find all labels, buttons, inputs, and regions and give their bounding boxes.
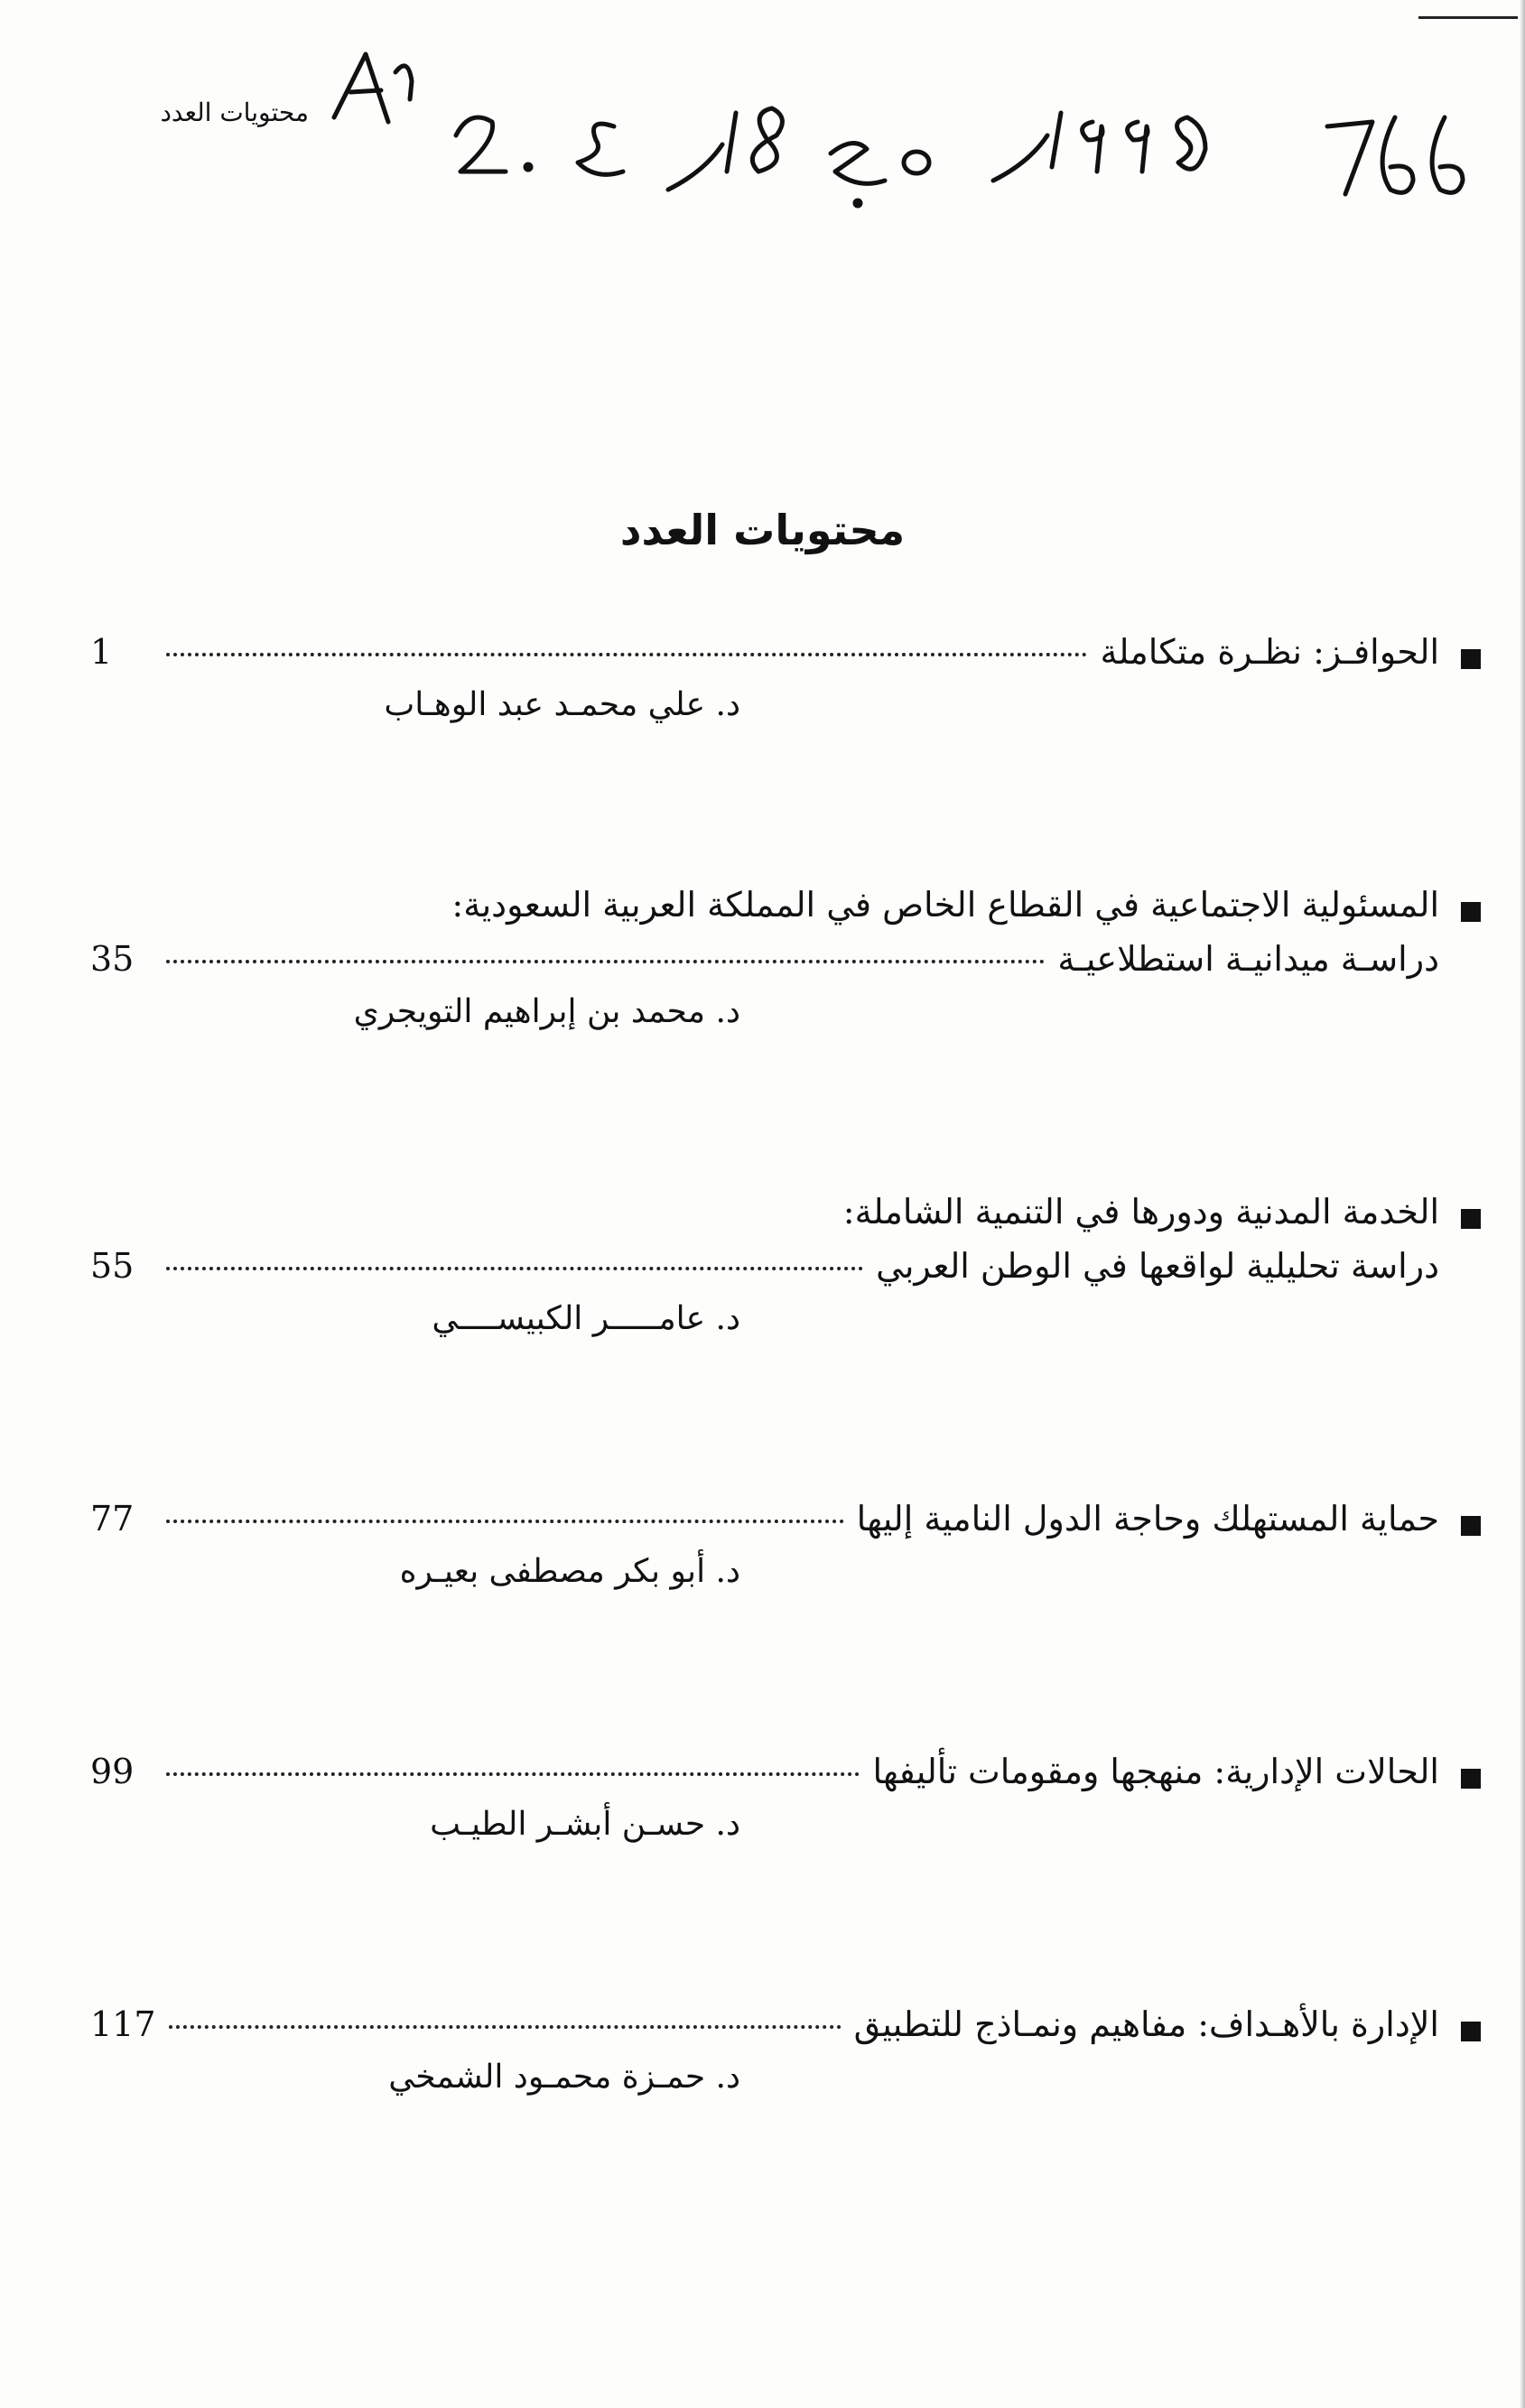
toc-page-number: 55 (90, 1246, 135, 1286)
toc-entry (90, 632, 1481, 740)
toc-title-line (90, 1499, 1481, 1553)
toc-page-number: 1 (90, 632, 113, 672)
toc-title-line (90, 885, 1481, 939)
square-bullet-icon (1461, 1769, 1481, 1789)
square-bullet-icon (1461, 1209, 1481, 1229)
toc-title: الحالات الإدارية: منهجها ومقومات تأليفها (872, 1752, 1439, 1791)
scan-artifact-line (1418, 16, 1518, 19)
entry-spacer (90, 1607, 1481, 1752)
toc-author: د. حمـزة محمـود الشمخي (388, 2059, 740, 2096)
dot-leader (166, 653, 1087, 656)
square-bullet-icon (1461, 2022, 1481, 2041)
table-of-contents (90, 632, 1481, 2113)
dot-leader (166, 1520, 844, 1523)
toc-author: د. أبو بكر مصطفى بعيـره (399, 1553, 740, 1590)
toc-entry (90, 1752, 1481, 1860)
toc-title-line (90, 939, 1481, 993)
toc-title: المسئولية الاجتماعية في القطاع الخاص في المملكة العربية السعودية: (451, 885, 1439, 925)
scan-edge-shadow (1520, 0, 1525, 2408)
toc-title: الحوافـز: نظـرة متكاملة (1100, 632, 1439, 672)
toc-entry (90, 885, 1481, 1047)
square-bullet-icon (1461, 649, 1481, 669)
handwriting-drawing (325, 36, 1490, 217)
entry-spacer (90, 740, 1481, 885)
dot-leader (166, 1772, 860, 1776)
toc-author: د. عامـــــر الكبيســــي (432, 1300, 740, 1337)
toc-page-number: 99 (90, 1752, 135, 1791)
dot-leader (169, 2025, 842, 2029)
entry-spacer (90, 1354, 1481, 1499)
dot-leader (166, 960, 1045, 963)
page-title: محتويات العدد (619, 506, 906, 554)
toc-entry (90, 1499, 1481, 1607)
entry-spacer (90, 1047, 1481, 1192)
square-bullet-icon (1461, 1516, 1481, 1536)
toc-author: د. محمد بن إبراهيم التويجري (353, 993, 740, 1030)
toc-title-line (90, 632, 1481, 686)
toc-author: د. حسـن أبشـر الطيـب (430, 1806, 740, 1843)
toc-title-line (90, 2004, 1481, 2059)
toc-title-line (90, 1246, 1481, 1300)
handwritten-annotation (325, 36, 1490, 217)
toc-subtitle: دراسة تحليلية لواقعها في الوطن العربي (876, 1246, 1439, 1286)
toc-title-line (90, 1752, 1481, 1806)
running-header: محتويات العدد (160, 98, 309, 127)
dot-leader (166, 1267, 863, 1270)
toc-title: الخدمة المدنية ودورها في التنمية الشاملة: (842, 1192, 1439, 1232)
toc-entry (90, 1192, 1481, 1354)
toc-subtitle: دراسـة ميدانيـة استطلاعيـة (1057, 939, 1439, 979)
entry-spacer (90, 1860, 1481, 2004)
toc-page-number: 117 (90, 2004, 156, 2044)
toc-entry (90, 2004, 1481, 2113)
toc-title-line (90, 1192, 1481, 1246)
toc-page-number: 77 (90, 1499, 135, 1539)
toc-title: الإدارة بالأهـداف: مفاهيم ونمـاذج للتطبيق (853, 2004, 1439, 2044)
toc-page-number: 35 (90, 939, 135, 979)
square-bullet-icon (1461, 902, 1481, 922)
toc-title: حماية المستهلك وحاجة الدول النامية إليها (856, 1499, 1439, 1539)
toc-author: د. علي محمـد عبد الوهـاب (384, 686, 740, 723)
